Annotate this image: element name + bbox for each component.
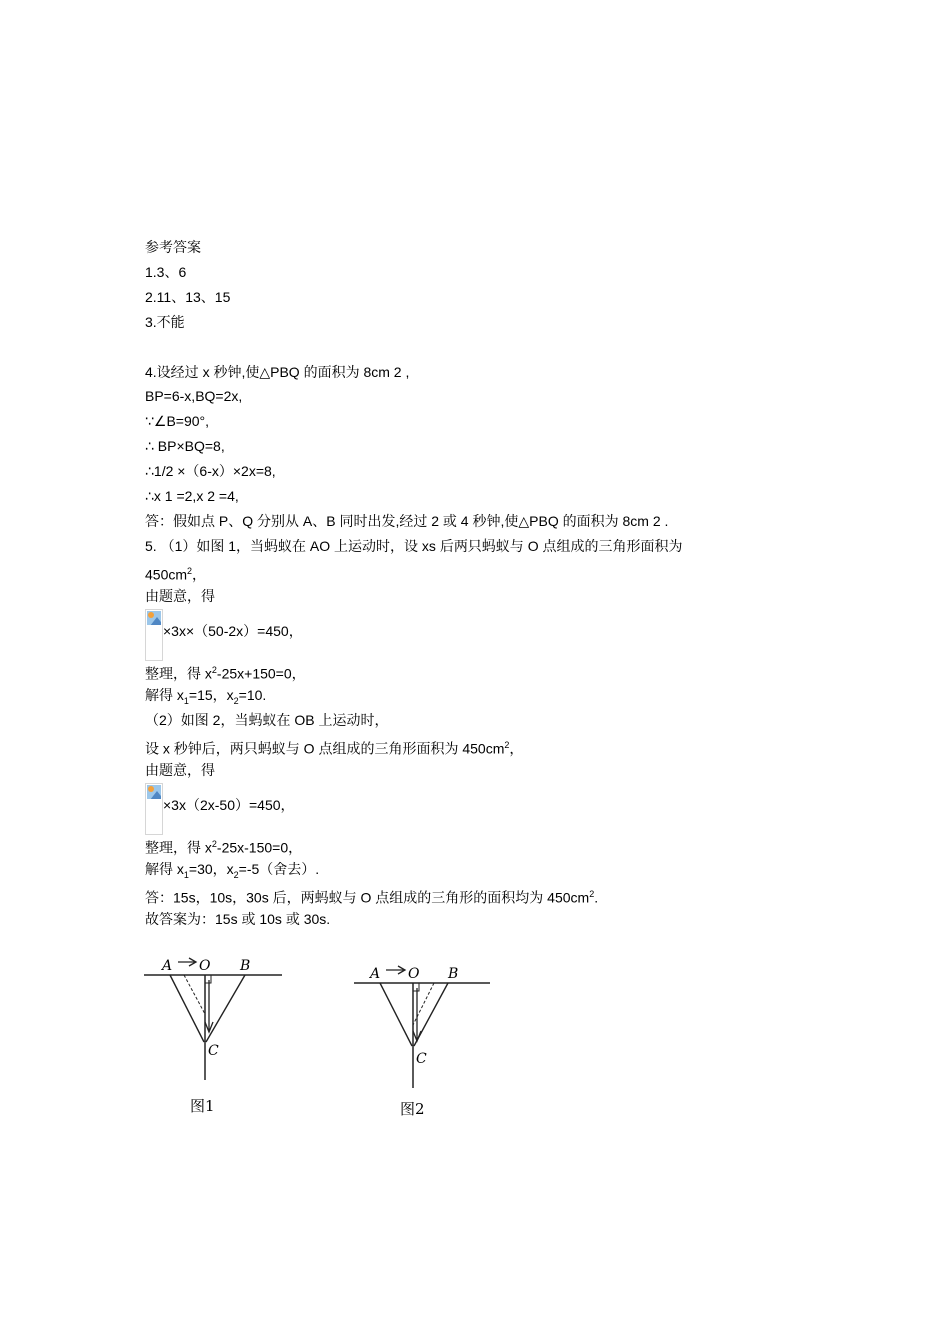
label-O: O bbox=[199, 958, 211, 974]
answer-5-given-2: 由题意，得 bbox=[145, 762, 215, 778]
answer-5-conclusion: 答：15s，10s，30s 后，两蚂蚁与 O 点组成的三角形的面积均为 $450cm^2$. bbox=[145, 889, 599, 906]
label-B: B bbox=[448, 966, 459, 982]
broken-image-icon bbox=[145, 609, 163, 661]
answer-5-part-2-setup: 设 x 秒钟后，两只蚂蚁与 O 点组成的三角形面积为 $450cm^2$， bbox=[145, 740, 524, 757]
figure-1-caption: 图1 bbox=[190, 1097, 215, 1115]
answer-3: 3.不能 bbox=[145, 314, 185, 330]
label-C: C bbox=[208, 1043, 219, 1059]
label-B: B bbox=[240, 958, 251, 974]
label-O: O bbox=[408, 966, 420, 982]
answer-5-given-1: 由题意，得 bbox=[145, 588, 215, 604]
answer-4-line-6: ∴x 1 =2,x 2 =4, bbox=[145, 488, 239, 504]
answer-4-line-3: ∵∠B=90°, bbox=[145, 413, 210, 429]
figure-2-caption: 图2 bbox=[400, 1100, 425, 1118]
final-answer: 故答案为：15s 或 10s 或 30s. bbox=[145, 911, 331, 927]
simplify-2: 整理，得 $x^2-25x-150=0$， bbox=[145, 839, 303, 856]
answer-4-line-5: ∴1/2 ×（6-x）×2x=8, bbox=[145, 463, 276, 479]
simplify-1: 整理，得 $x^2-25x+150=0$， bbox=[145, 665, 306, 682]
answer-4-line-1: 4.设经过 x 秒钟,使△PBQ 的面积为 8cm 2 , bbox=[145, 364, 410, 380]
label-A: A bbox=[370, 966, 381, 982]
figure-1 bbox=[140, 950, 290, 1120]
answer-1: 1.3、6 bbox=[145, 264, 187, 280]
answer-5-intro: 5. （1）如图 1，当蚂蚁在 AO 上运动时，设 xs 后两只蚂蚁与 O 点组成的三角形面积为 bbox=[145, 538, 683, 554]
equation-1: ×3x×（50-2x）=450， bbox=[163, 623, 303, 639]
answer-4-conclusion: 答：假如点 P、Q 分别从 A、B 同时出发,经过 2 或 4 秒钟,使△PBQ 的面积为 8cm 2 . bbox=[145, 513, 669, 529]
answer-5-part-2: （2）如图 2，当蚂蚁在 OB 上运动时， bbox=[145, 712, 389, 728]
answer-heading: 参考答案 bbox=[145, 239, 201, 255]
label-A: A bbox=[162, 958, 173, 974]
figure-2 bbox=[350, 955, 500, 1125]
solution-1: 解得 $x_1=15$，$x_2=10$. bbox=[145, 687, 267, 706]
solution-2: 解得 $x_1=30$，$x_2=-5$（舍去）. bbox=[145, 861, 320, 880]
answer-5-intro-cont: $450cm^2$， bbox=[145, 566, 207, 583]
answer-2: 2.11、13、15 bbox=[145, 289, 231, 305]
answer-4-line-2: BP=6-x,BQ=2x, bbox=[145, 388, 243, 404]
equation-2: ×3x（2x-50）=450， bbox=[163, 797, 295, 813]
broken-image-icon bbox=[145, 783, 163, 835]
label-C: C bbox=[416, 1051, 427, 1067]
answer-4-line-4: ∴ BP×BQ=8, bbox=[145, 438, 225, 454]
